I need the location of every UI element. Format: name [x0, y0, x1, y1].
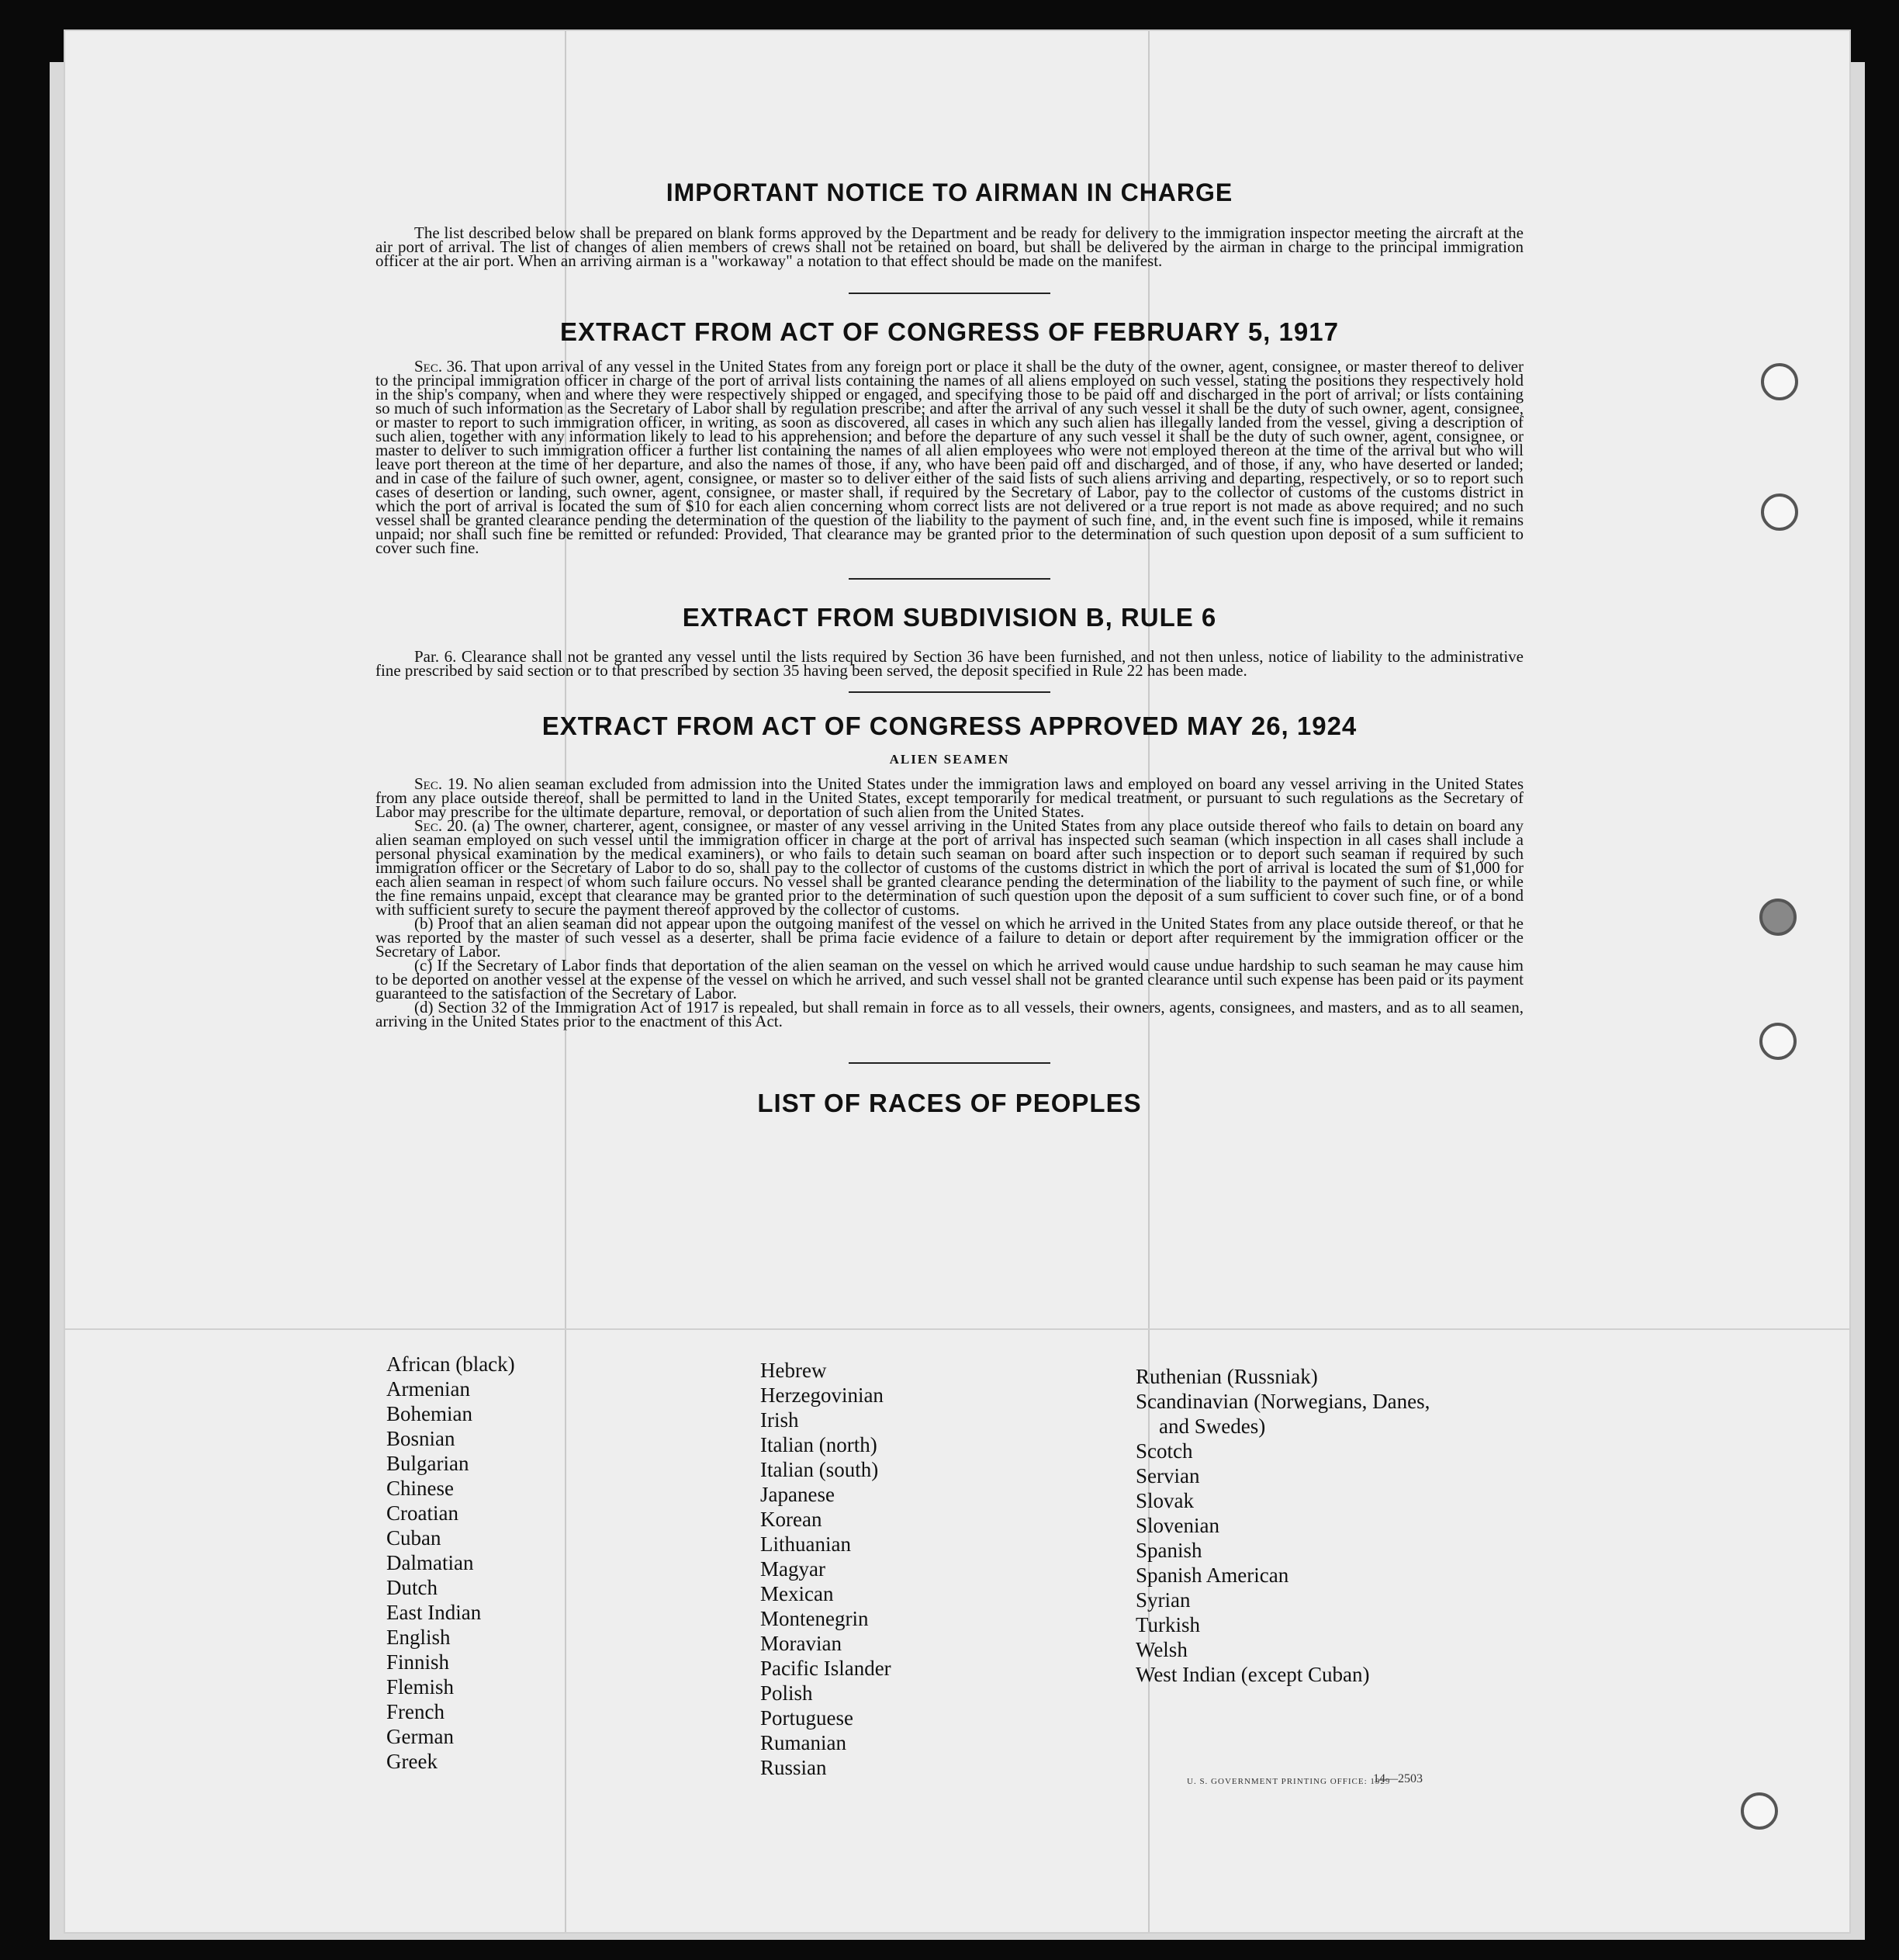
race-item: Spanish	[1136, 1539, 1202, 1562]
races-column-1	[386, 1352, 515, 1774]
act-1917-body	[375, 359, 1524, 555]
race-item: Mexican	[760, 1582, 834, 1605]
race-item: Korean	[760, 1508, 822, 1531]
race-item: Russian	[760, 1756, 827, 1779]
race-item: Scandinavian (Norwegians, Danes,	[1136, 1390, 1430, 1413]
form-number: 14—2503	[1373, 1772, 1423, 1785]
divider	[849, 578, 1050, 580]
race-item: Syrian	[1136, 1588, 1191, 1612]
race-item: Montenegrin	[760, 1607, 869, 1630]
race-item: Portuguese	[760, 1706, 853, 1730]
race-item: Welsh	[1136, 1638, 1188, 1661]
race-item: Armenian	[386, 1377, 470, 1401]
printer-imprint: U. S. GOVERNMENT PRINTING OFFICE: 1929	[1187, 1777, 1391, 1786]
sec-20b-body: (b) Proof that an alien seaman did not appear upon the outgoing manifest of the vessel on which he arrived in the United States from any place outside thereof, or that he was reported by the master of such vessel as a deserter, shall be prima facie evidence of a failure to detain or deport after requirement by the immigration officer or the Secretary of Labor.	[375, 914, 1524, 961]
document-text	[375, 178, 1524, 1118]
section-text: No alien seaman excluded from admission into the United States under the immigration laws and employed on board any vessel arriving in the United States from any place outside thereof, shall be permitted to land in the United States, except temporarily for medical treatment, or pursuant to such regulations as the Secretary of Labor may prescribe for the ultimate departure, removal, or deportation of such alien from the United States.	[375, 774, 1524, 821]
race-item: Croatian	[386, 1501, 458, 1525]
punch-hole	[1761, 363, 1798, 400]
sec-19-body	[375, 774, 1524, 821]
sec-20a-body	[375, 816, 1524, 919]
race-item: Moravian	[760, 1632, 842, 1655]
divider	[849, 1062, 1050, 1064]
race-item: Cuban	[386, 1526, 441, 1550]
race-item: English	[386, 1626, 451, 1649]
races-column-2	[760, 1358, 891, 1780]
punch-hole	[1759, 899, 1797, 936]
race-item: Greek	[386, 1750, 438, 1773]
section-label: Sec. 20.	[414, 816, 468, 835]
race-item: Italian (south)	[760, 1458, 879, 1481]
race-item: Ruthenian (Russniak)	[1136, 1365, 1318, 1388]
act-1924-title: EXTRACT FROM ACT OF CONGRESS APPROVED MAY 26, 1924	[541, 712, 1358, 740]
race-item: East Indian	[386, 1601, 482, 1624]
section-text: That upon arrival of any vessel in the United States from any foreign port or place it shall be the duty of the owner, agent, consignee, or master thereof to deliver to the principal immigration officer in charge of the port of arrival lists containing the names of all aliens employed on such vessel, stating the positions they respectively hold in the ship's company, when and where they were respectively shipped or engaged, and specifying those to be paid off and discharged in the port of arrival; or lists containing so much of such information as the Secretary of Labor shall by regulation prescribe; and after the arrival of any such vessel it shall be the duty of such owner, agent, consignee, or master to report to such immigration officer, in writing, as soon as discovered, all cases in which any such alien has illegally landed from the vessel, giving a description of such alien, together with any information likely to lead to his apprehension; and before the departure of any such vessel it shall be the duty of such owner, agent, consignee, or master to deliver to such immigration officer a further list containing the names of all alien employees who were not employed thereon at the time of the arrival but who will leave port thereon at the time of her departure, and also the names of those, if any, who have been paid off and discharged, and of those, if any, who have deserted or landed; and in case of the failure of such owner, agent, consignee, or master so to deliver either of the said lists of such aliens arriving and departing, respectively, or so to report such cases of desertion or landing, such owner, agent, consignee, or master shall, if required by the Secretary of Labor, pay to the collector of customs of the customs district in which the port of arrival is located the sum of $10 for each alien concerning whom correct lists are not delivered or a true report is not made as above required; and no such vessel shall be granted clearance pending the determination of the question of the liability to the payment of such fine, and, in the event such fine is imposed, while it remains unpaid; nor shall such fine be remitted or refunded: Provided, That clearance may be granted prior to the determination of such question upon deposit of a sum sufficient to cover such fine.	[375, 357, 1524, 557]
race-item: Dalmatian	[386, 1551, 474, 1574]
race-item: Lithuanian	[760, 1532, 851, 1556]
races-list	[375, 1352, 1524, 1786]
alien-seamen-subtitle: ALIEN SEAMEN	[889, 752, 1010, 767]
race-item: Slovak	[1136, 1489, 1195, 1512]
sec-20d-body: (d) Section 32 of the Immigration Act of 1917 is repealed, but shall remain in force as to all vessels, their owners, agents, consignees, and masters, and as to all seamen, arriving in the United States prior to the enactment of this Act.	[375, 998, 1524, 1030]
punch-hole	[1759, 1023, 1797, 1060]
race-item: Slovenian	[1136, 1514, 1219, 1537]
race-item: and Swedes)	[1159, 1415, 1266, 1438]
race-item: West Indian (except Cuban)	[1136, 1663, 1370, 1686]
race-item: German	[386, 1725, 454, 1748]
notice-body: The list described below shall be prepared on blank forms approved by the Department and be ready for delivery to the immigration inspector meeting the aircraft at the air port of arrival. The list of changes of alien members of crews shall not be retained on board, but shall be delivered by the airman in charge to the principal immigration officer at the air port. When an arriving airman is a "workaway" a notation to that effect should be made on the manifest.	[375, 223, 1524, 270]
race-item: Italian (north)	[760, 1433, 877, 1456]
race-item: Spanish American	[1136, 1563, 1289, 1587]
race-item: Magyar	[760, 1557, 825, 1581]
section-label: Sec. 19.	[414, 774, 469, 793]
section-label: Sec. 36.	[414, 357, 467, 376]
rule-6-title: EXTRACT FROM SUBDIVISION B, RULE 6	[682, 603, 1217, 632]
race-item: Pacific Islander	[760, 1657, 891, 1680]
rule-6-body: Par. 6. Clearance shall not be granted any vessel until the lists required by Section 36 have been furnished, and not then unless, notice of liability to the administrative fine prescribed by said section or to that prescribed by section 35 having been served, the deposit specified in Rule 22 has been made.	[375, 647, 1524, 680]
race-item: Finnish	[386, 1650, 450, 1674]
race-item: Japanese	[760, 1483, 835, 1506]
races-title: LIST OF RACES OF PEOPLES	[757, 1089, 1142, 1117]
races-column-3	[1136, 1364, 1430, 1687]
race-item: Bulgarian	[386, 1452, 469, 1475]
race-item: Dutch	[386, 1576, 438, 1599]
race-item: Chinese	[386, 1477, 454, 1500]
race-item: African (black)	[386, 1352, 515, 1376]
race-item: French	[386, 1700, 444, 1723]
race-item: Servian	[1136, 1464, 1200, 1487]
act-1917-title: EXTRACT FROM ACT OF CONGRESS OF FEBRUARY 5, 1917	[560, 317, 1339, 346]
race-item: Hebrew	[760, 1359, 827, 1382]
race-item: Bohemian	[386, 1402, 472, 1425]
fold-line-horizontal	[65, 1328, 1849, 1330]
notice-title: IMPORTANT NOTICE TO AIRMAN IN CHARGE	[666, 178, 1233, 206]
punch-hole	[1741, 1792, 1778, 1830]
divider	[849, 293, 1050, 294]
race-item: Herzegovinian	[760, 1383, 884, 1407]
race-item: Polish	[760, 1681, 813, 1705]
race-item: Irish	[760, 1408, 799, 1432]
race-item: Rumanian	[760, 1731, 846, 1754]
race-item: Flemish	[386, 1675, 455, 1699]
race-item: Bosnian	[386, 1427, 455, 1450]
punch-hole	[1761, 493, 1798, 531]
section-text: (a) The owner, charterer, agent, consignee, or master of any vessel arriving in the United States from any place outside thereof who fails to detain on board any alien seaman employed on such vessel until the immigration officer in charge at the port of arrival has inspected such seaman (which inspection in all cases shall include a personal physical examination by the medical examiners), or who fails to detain such seaman on board after such inspection or to deport such seaman if required by such immigration officer or the Secretary of Labor to do so, shall pay to the collector of customs of the customs district in which the port of arrival is located the sum of $1,000 for each alien seaman in respect of whom such failure occurs. No vessel shall be granted clearance pending the determination of the liability to the payment of such fine, or while the fine remains unpaid, except that clearance may be granted prior to the determination of such question upon the deposit of a sum sufficient to cover such fine, or of a bond with sufficient surety to secure the payment thereof approved by the collector of customs.	[375, 816, 1524, 919]
race-item: Scotch	[1136, 1439, 1193, 1463]
race-item: Turkish	[1136, 1613, 1201, 1636]
sec-20c-body: (c) If the Secretary of Labor finds that deportation of the alien seaman on the vessel on which he arrived would cause undue hardship to such seaman he may cause him to be deported on another vessel at the expense of the vessel on which he arrived, and such vessel shall not be granted clearance until such expense has been paid or its payment guaranteed to the satisfaction of the Secretary of Labor.	[375, 956, 1524, 1003]
divider	[849, 691, 1050, 693]
